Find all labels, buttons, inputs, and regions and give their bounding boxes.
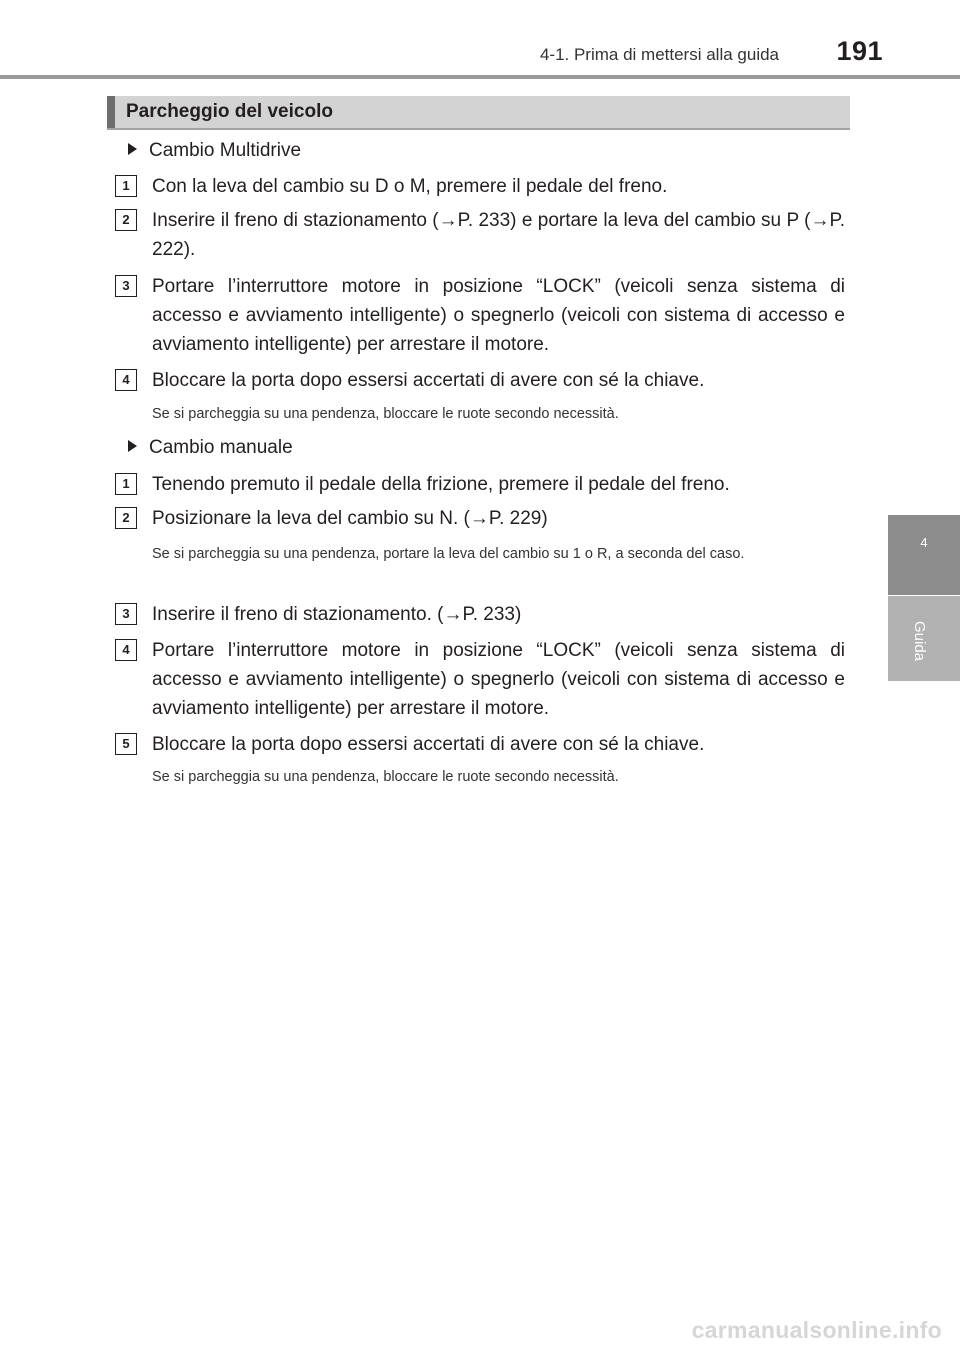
- step-text: Bloccare la porta dopo essersi accertati di avere con sé la chiave.: [152, 734, 705, 755]
- chapter-tab-number: 4: [920, 535, 928, 550]
- watermark: carmanualsonline.info: [691, 1317, 942, 1343]
- note-text: Se si parcheggia su una pendenza, portare la leva del cambio su 1 o R, a seconda del caso.: [152, 546, 745, 562]
- header-rule: [0, 75, 960, 79]
- triangle-bullet-icon: [128, 440, 137, 452]
- note-text: Se si parcheggia su una pendenza, bloccare le ruote secondo necessità.: [152, 769, 619, 785]
- page-number: 191: [836, 36, 883, 66]
- section-heading: [107, 96, 850, 130]
- step-text: Inserire il freno di stazionamento. (→P. 233): [152, 604, 522, 625]
- step-text: Bloccare la porta dopo essersi accertati di avere con sé la chiave.: [152, 370, 705, 391]
- step-number: 1: [115, 175, 137, 197]
- subheading-text: Cambio Multidrive: [149, 140, 302, 161]
- page-header: [0, 0, 960, 80]
- step-number: 4: [115, 639, 137, 661]
- chapter-tab-label: Guida: [911, 620, 928, 662]
- step-text: Portare l’interruttore motore in posizione “LOCK” (veicoli senza sistema di accesso e avviamento intelligente) o spegnerlo (veicoli con sistema di accesso e avviamento intelligente) per arrestare il motore.: [152, 640, 845, 719]
- step-number: 3: [115, 275, 137, 297]
- step-number: 3: [115, 603, 137, 625]
- subheading-manual: [128, 437, 293, 459]
- step-number: 2: [115, 209, 137, 231]
- triangle-bullet-icon: [128, 143, 137, 155]
- subheading-text: Cambio manuale: [149, 437, 293, 458]
- step-text: Con la leva del cambio su D o M, premere il pedale del freno.: [152, 176, 668, 197]
- step-text: Portare l’interruttore motore in posizione “LOCK” (veicoli senza sistema di accesso e avviamento intelligente) o spegnerlo (veicoli con sistema di accesso e avviamento intelligente) per arrestare il motore.: [152, 276, 845, 355]
- section-heading-bar: [107, 96, 115, 128]
- step-number: 2: [115, 507, 137, 529]
- chapter-tab: [888, 515, 960, 595]
- step-text: Inserire il freno di stazionamento (→P. 233) e portare la leva del cambio su P (→P. 222).: [152, 210, 845, 260]
- note-text: Se si parcheggia su una pendenza, bloccare le ruote secondo necessità.: [152, 406, 619, 422]
- header-section-title: 4-1. Prima di mettersi alla guida: [539, 45, 779, 64]
- step-text: Tenendo premuto il pedale della frizione, premere il pedale del freno.: [152, 474, 730, 495]
- step-text: Posizionare la leva del cambio su N. (→P. 229): [152, 508, 548, 529]
- step-number: 1: [115, 473, 137, 495]
- step-number: 4: [115, 369, 137, 391]
- section-heading-title: Parcheggio del veicolo: [126, 101, 333, 122]
- subheading-multidrive: [128, 140, 301, 162]
- step-number: 5: [115, 733, 137, 755]
